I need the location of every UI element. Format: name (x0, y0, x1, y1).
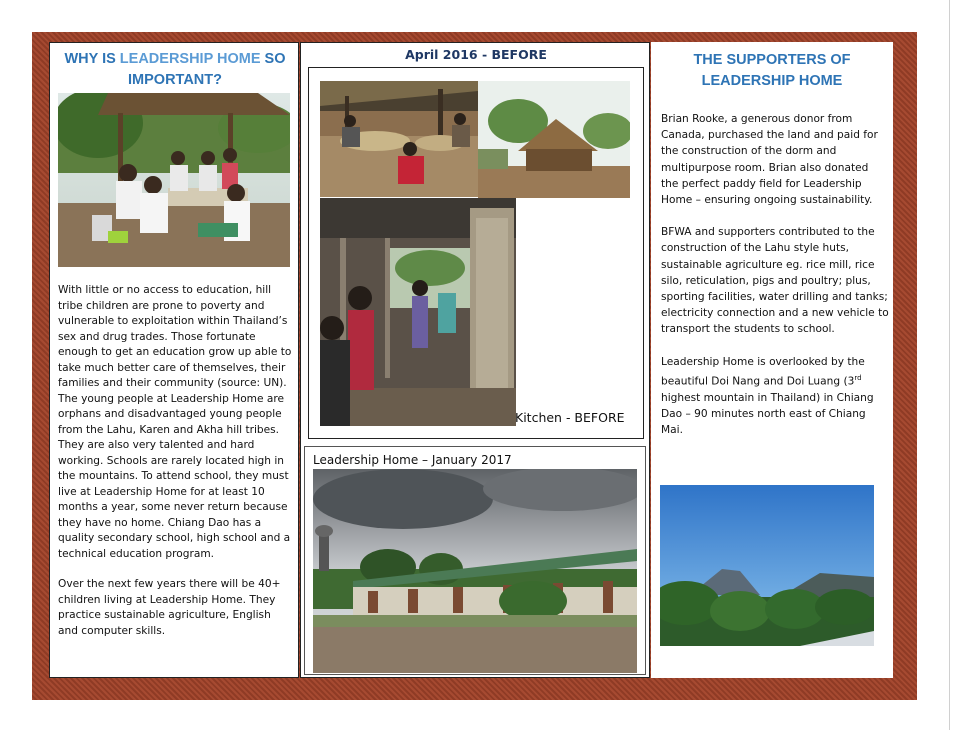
right-paragraph-2: BFWA and supporters contributed to the construction of the Lahu style huts, sustainable agriculture eg. rice mill, rice silo, reticulation, pigs and poultry; plus, sporting facilities, water drilling and tanks; electricity connection and a new vehicle to transport the students to school. (661, 226, 889, 336)
left-paragraph-3: Over the next few years there will be 40+ children living at Leadership Home. They practice sustainable agriculture, English and computer skills. (58, 578, 281, 637)
left-heading-part3: SO IMPORTANT? (128, 51, 286, 88)
children-eating-photo (58, 93, 290, 267)
middle-panel (300, 42, 650, 678)
right-paragraph-3-end: highest mountain in Thailand) in Chiang Dao – 90 minutes north east of Chiang Mai. (661, 391, 874, 436)
right-heading-line1: THE SUPPORTERS OF (693, 52, 851, 68)
before-caption: April 2016 - BEFORE (405, 47, 547, 62)
right-paragraph-1: Brian Rooke, a generous donor from Canada, purchased the land and paid for the construction of the dorm and multipurpose room. Brian also donated the perfect paddy field for Leadership Home – ensuring ongoing sustainability. (661, 113, 878, 207)
left-paragraph-2: The young people at Leadership Home are orphans and disadvantaged young people from the Lahu, Karen and Akha hill tribes. They are also very talented and hard working. Schools are rarely located high in the mountains. To attend school, they must live at Leadership Home for at least 10 months a year, some never return because they have no home. Chiang Dao has a quality secondary school, high school and a technical education program. (58, 392, 291, 560)
right-body (661, 111, 889, 438)
page-edge-line (949, 0, 950, 730)
right-paragraph-3-start: Leadership Home is overlooked by the beautiful Doi Nang and Doi Luang (3 (661, 355, 865, 388)
kitchen-caption: Kitchen - BEFORE (515, 410, 625, 425)
left-panel (49, 42, 299, 678)
left-heading-part1: WHY IS (64, 51, 120, 67)
leadership-home-2017-photo (313, 469, 637, 673)
left-paragraph-1: With little or no access to education, hill tribe children are prone to poverty and vulnerable to exploitation within Thailand’s sex and drug trades. Those fortunate enough to get an education grow up able to take much better care of themselves, their families and their community (source: UN). (58, 284, 292, 389)
right-panel (651, 42, 893, 678)
left-heading-part2: LEADERSHIP HOME (119, 51, 261, 67)
workers-weaving-photo (320, 81, 478, 197)
before-photo-box (308, 67, 644, 439)
after-caption: Leadership Home – January 2017 (313, 453, 512, 467)
left-body (58, 283, 292, 639)
kitchen-photo (320, 198, 516, 426)
right-paragraph-3 (661, 354, 889, 439)
right-heading (651, 50, 893, 92)
after-photo-box (304, 446, 646, 675)
left-heading (60, 49, 290, 91)
right-paragraph-3-sup: rd (854, 373, 862, 382)
hut-photo (478, 81, 630, 198)
mountain-photo (660, 485, 874, 646)
right-heading-line2: LEADERSHIP HOME (701, 73, 843, 89)
